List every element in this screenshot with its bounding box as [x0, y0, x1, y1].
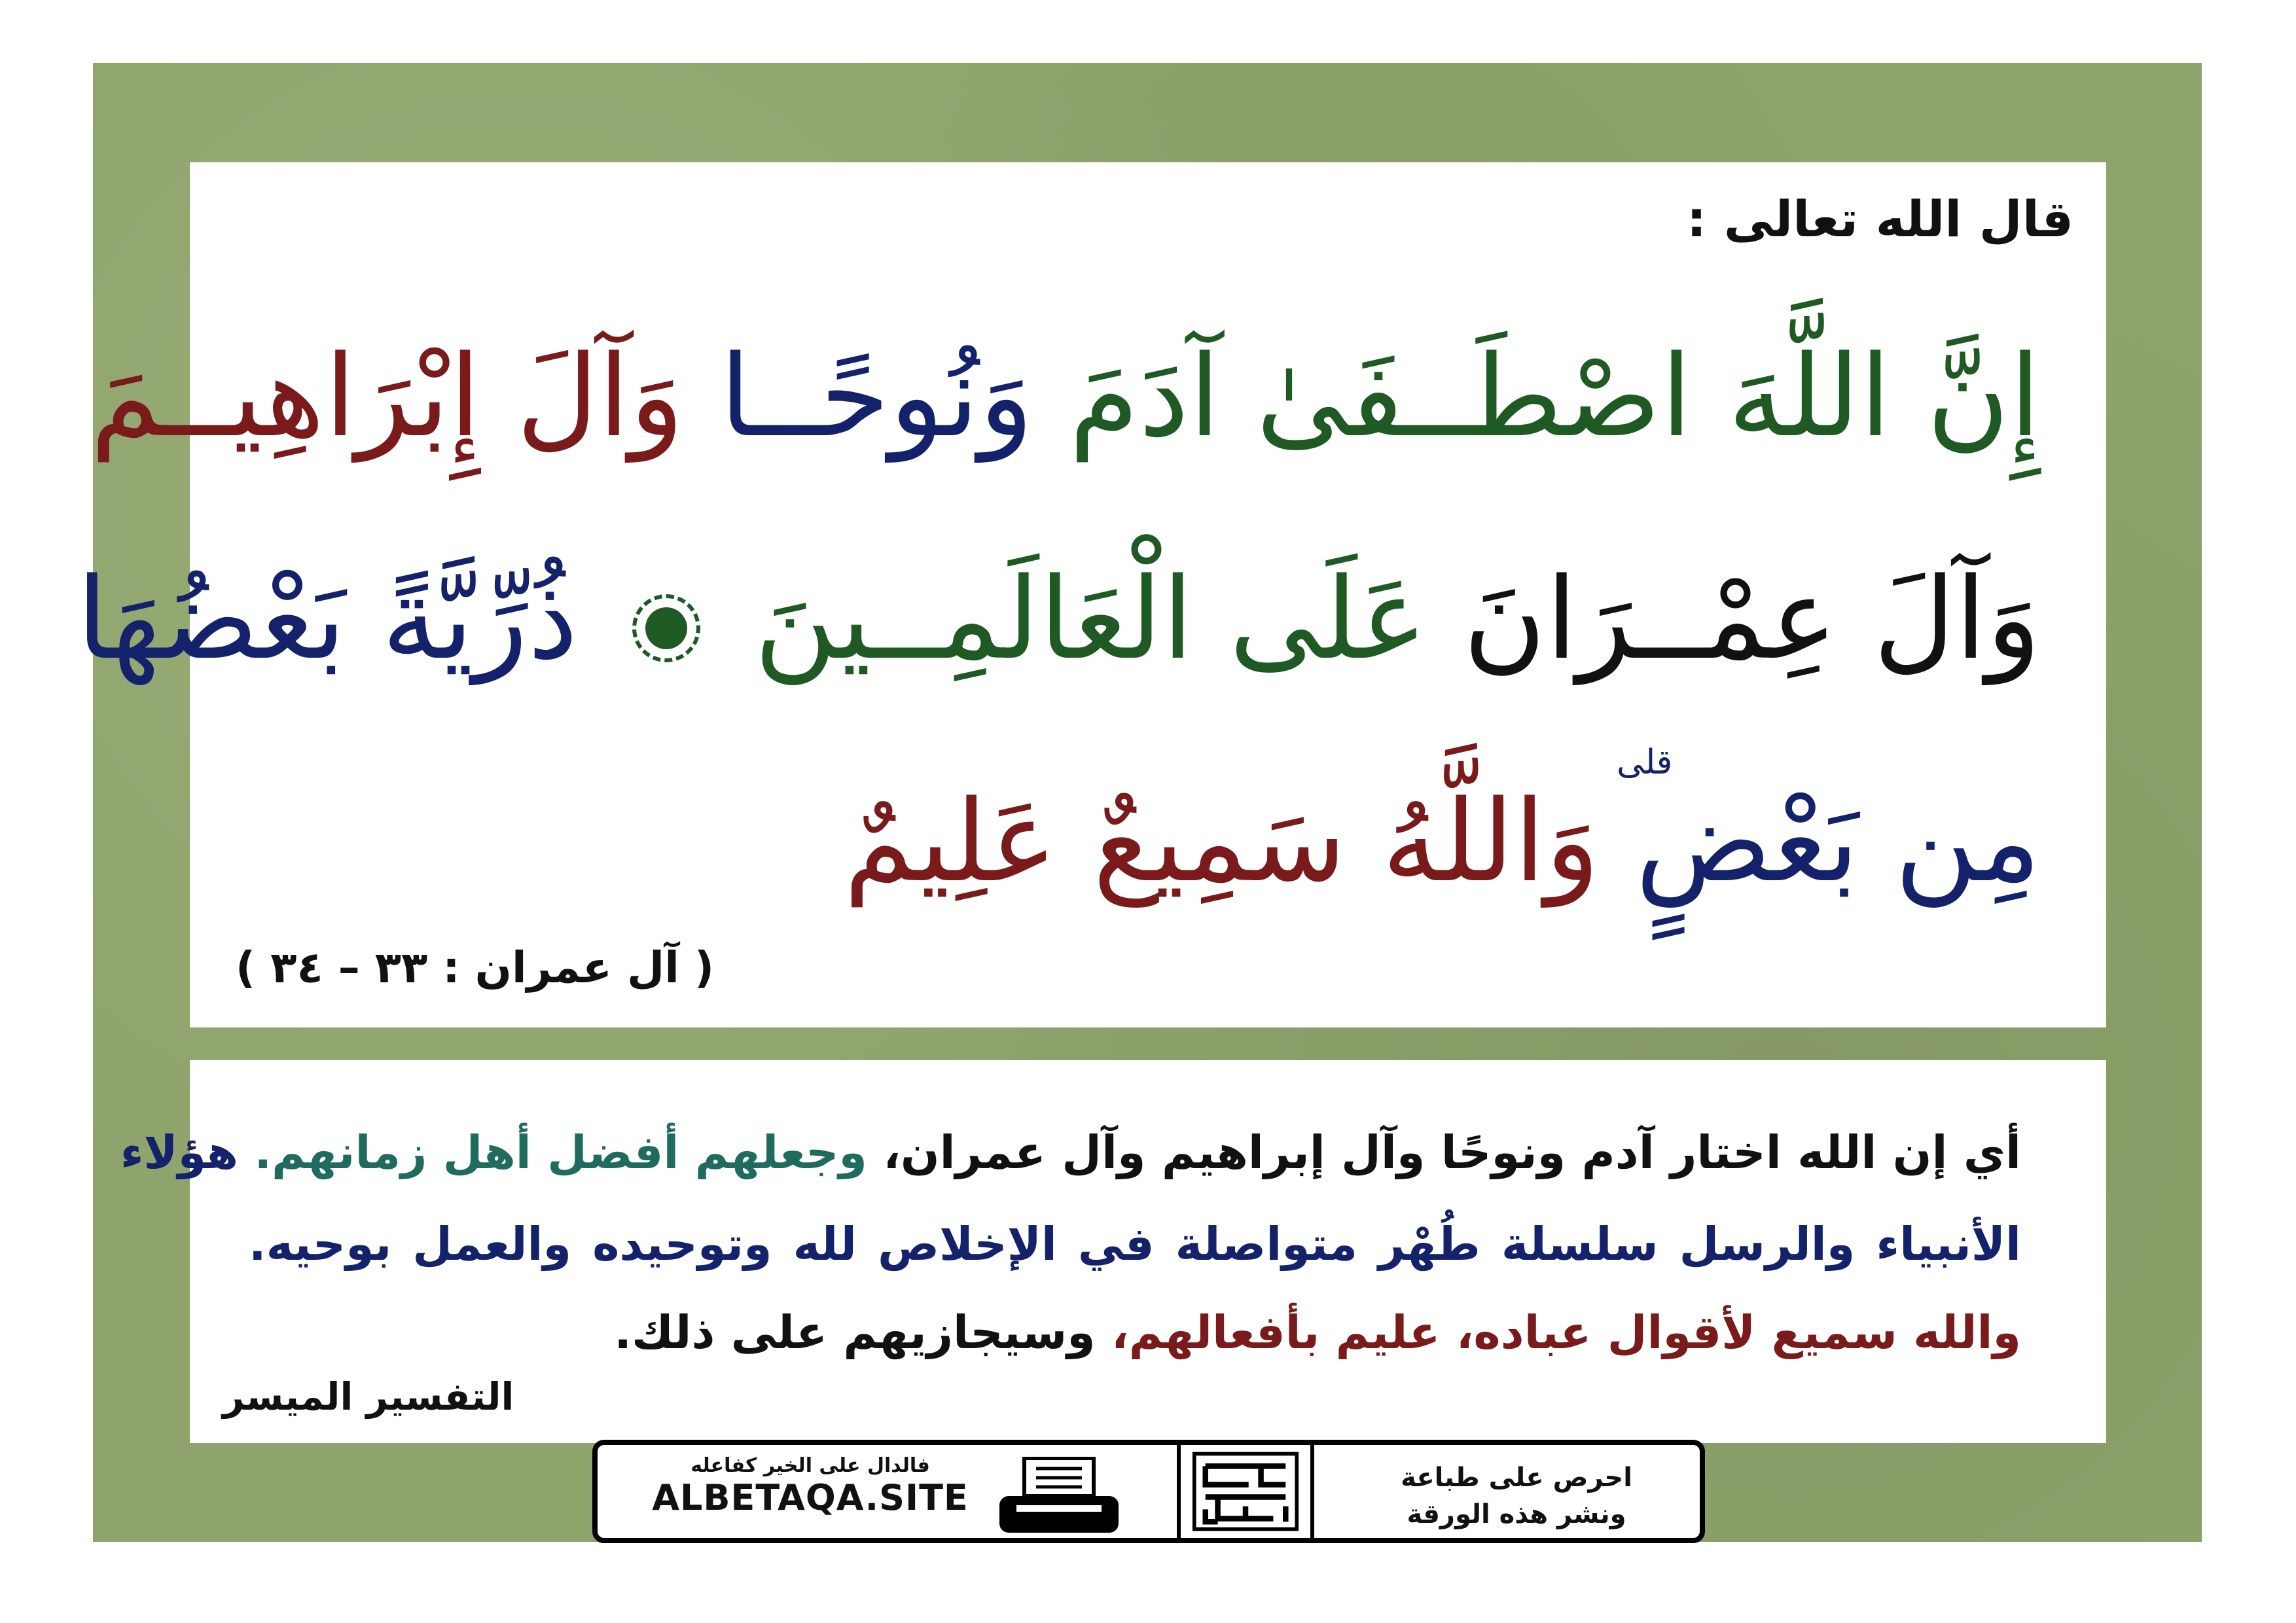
ayah-end-marker-icon	[632, 594, 700, 662]
footer-site-block	[617, 1454, 1003, 1518]
verse-segment: ذُرِّيَّةً بَعْضُهَا	[76, 553, 578, 685]
verse-line-3	[275, 776, 2041, 907]
footer-notice-line: ونشر هذه الورقة	[1407, 1499, 1626, 1529]
tafsir-line-3	[249, 1306, 2021, 1359]
verse-segment: آدَمَ	[1069, 330, 1221, 462]
footer-banner	[592, 1440, 1705, 1543]
verse-segment: وَاللَّهُ سَمِيعٌ عَلِيمٌ	[844, 776, 1600, 907]
tafsir-line-2	[249, 1217, 2021, 1271]
footer-motto: فالدال على الخير كفاعله	[691, 1454, 930, 1477]
printer-icon	[997, 1457, 1121, 1535]
tafsir-segment: أي إن الله اختار آدم ونوحًا وآل إبراهيم وآل عمران،	[883, 1126, 2021, 1179]
tafsir-segment: هؤلاء	[120, 1126, 239, 1179]
tafsir-segment: الأنبياء والرسل سلسلة طُهْر متواصلة في الإخلاص لله وتوحيده والعمل بوحيه.	[249, 1217, 2021, 1271]
footer-print-notice	[1359, 1459, 1674, 1533]
verse-segment: عَلَى الْعَالَمِــينَ	[754, 553, 1427, 685]
verse-reference: ( آل عمران : ٣٣ – ٣٤ )	[236, 942, 714, 993]
verse-line-2	[76, 553, 2041, 685]
verse-line-1	[90, 330, 2041, 462]
albetaqa-logo	[1177, 1445, 1314, 1538]
verse-segment: وَآلَ إِبْرَاهِيــمَ	[90, 330, 684, 462]
tafsir-segment: وسيجازيهم على ذلك.	[614, 1306, 1096, 1359]
footer-notice-line: احرص على طباعة	[1401, 1463, 1632, 1493]
verse-segment: مِن بَعْضٍ	[1635, 776, 2041, 907]
pause-sign: قلى	[1617, 743, 1673, 782]
verse-segment: إِنَّ اللَّهَ اصْطَــفَىٰ	[1256, 330, 2041, 462]
verse-segment: وَآلَ عِمْــرَانَ	[1463, 553, 2041, 685]
verse-intro: قال الله تعالى :	[1686, 190, 2073, 248]
footer-site-link[interactable]: ALBETAQA.SITE	[652, 1477, 969, 1518]
verse-segment: وَنُوحًــا	[719, 330, 1033, 462]
tafsir-source: التفسير الميسر	[223, 1374, 514, 1419]
tafsir-line-1	[120, 1126, 2021, 1179]
tafsir-segment: وجعلهم أفضل أهل زمانهم.	[254, 1126, 867, 1179]
tafsir-segment: والله سميع لأقوال عباده، عليم بأفعالهم،	[1111, 1306, 2021, 1359]
